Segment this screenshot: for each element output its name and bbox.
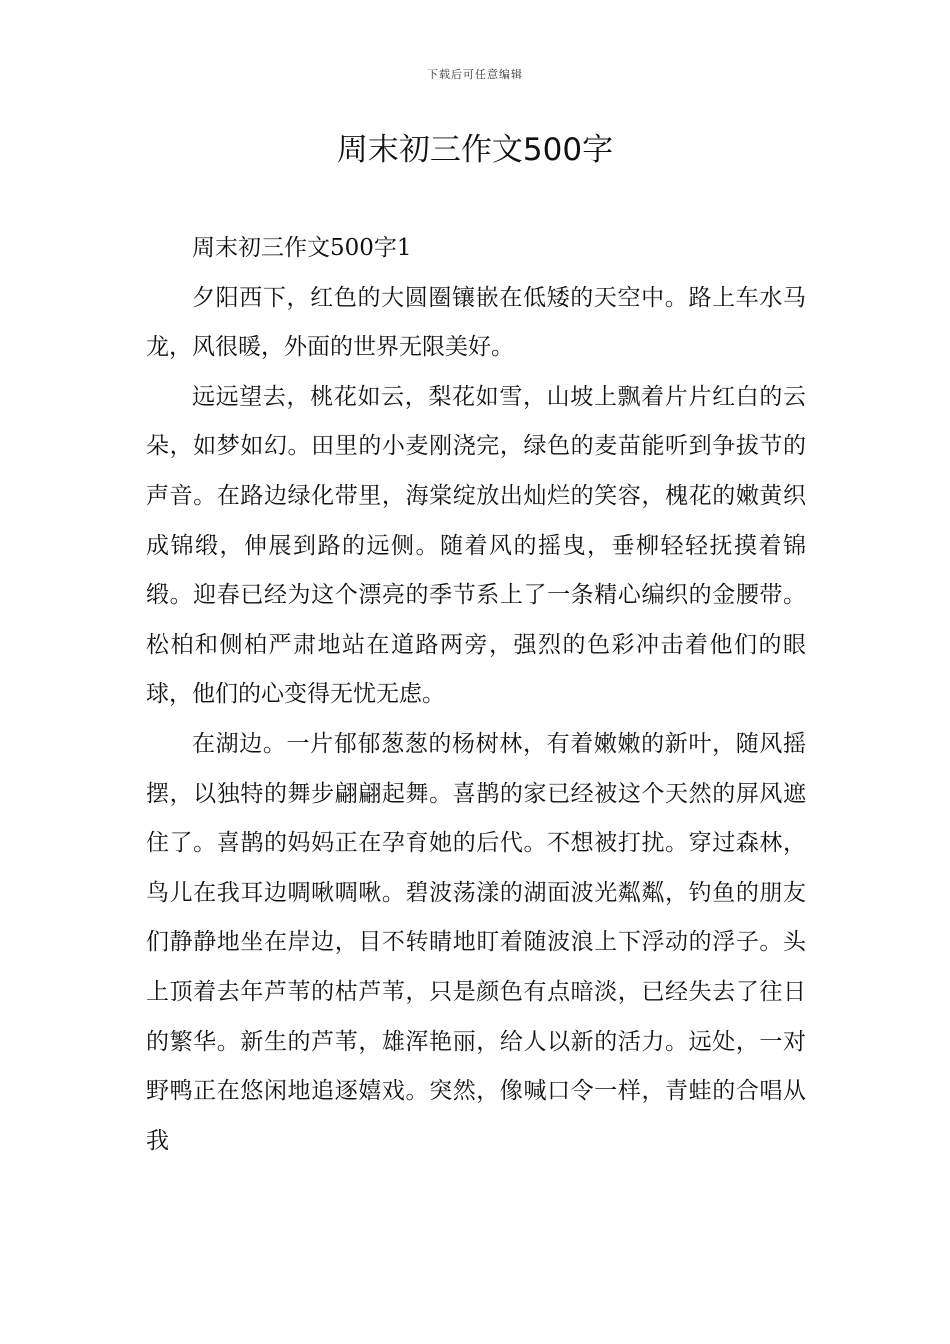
paragraph-subtitle: 周末初三作文500字1 [192,235,412,261]
document-title: 周末初三作文500字 [336,132,614,168]
paragraph: 远远望去，桃花如云，梨花如雪，山坡上飘着片片红白的云朵，如梦如幻。田里的小麦刚浇完，绿色的麦苗能听到争拔节的声音。在路边绿化带里，海棠绽放出灿烂的笑容，槐花的嫩黄织成锦缎，伸展到路的远侧。随着风的摇曳，垂柳轻轻抚摸着锦缎。迎春已经为这个漂亮的季节系上了一条精心编织的金腰带。松柏和侧柏严肃地站在道路两旁，强烈的色彩冲击着他们的眼球，他们的心变得无忧无虑。 [146,383,806,708]
paragraph: 夕阳西下，红色的大圆圈镶嵌在低矮的天空中。路上车水马龙，风很暖，外面的世界无限美好。 [146,284,806,361]
document-body [146,224,806,1166]
header-note: 下载后可任意编辑 [427,68,523,81]
paragraph: 在湖边。一片郁郁葱葱的杨树林，有着嫩嫩的新叶，随风摇摆，以独特的舞步翩翩起舞。喜鹊的家已经被这个天然的屏风遮住了。喜鹊的妈妈正在孕育她的后代。不想被打扰。穿过森林，鸟儿在我耳边啁啾啁啾。碧波荡漾的湖面波光粼粼，钓鱼的朋友们静静地坐在岸边，目不转睛地盯着随波浪上下浮动的浮子。头上顶着去年芦苇的枯芦苇，只是颜色有点暗淡，已经失去了往日的繁华。新生的芦苇，雄浑艳丽，给人以新的活力。远处，一对野鸭正在悠闲地追逐嬉戏。突然，像喊口令一样，青蛙的合唱从我 [146,730,806,1154]
